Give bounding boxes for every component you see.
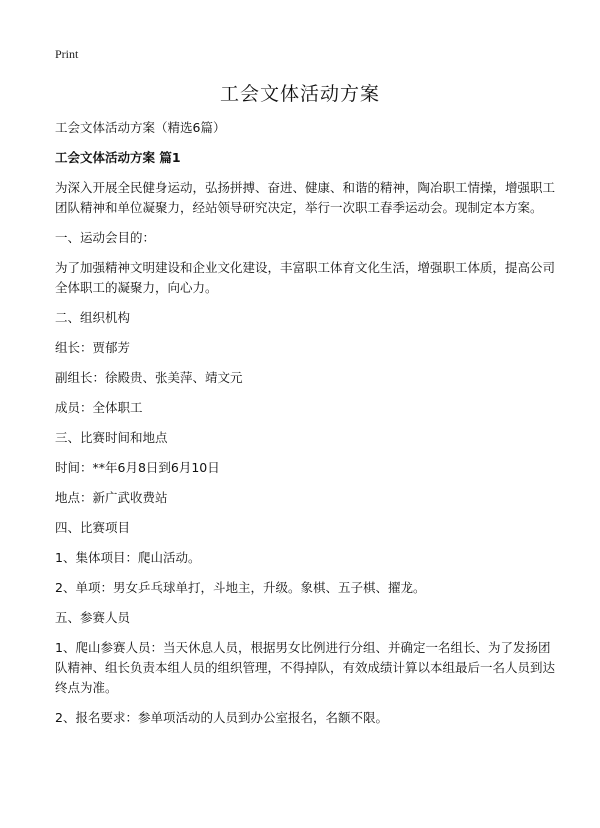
document-title: 工会文体活动方案	[219, 83, 380, 105]
heading-events: 四、比赛项目	[55, 520, 131, 535]
paragraph-group-event: 1、集体项目：爬山活动。	[55, 550, 201, 565]
paragraph-single-events: 2、单项：男女乒乓球单打，斗地主，升级。象棋、五子棋、擢龙。	[55, 580, 426, 595]
document-body	[55, 118, 555, 738]
heading-time-place: 三、比赛时间和地点	[55, 430, 168, 445]
paragraph-place: 地点：新广武收费站	[55, 490, 168, 505]
section-heading: 工会文体活动方案 篇1	[55, 150, 181, 165]
heading-participants: 五、参赛人员	[55, 610, 131, 625]
paragraph-leader: 组长：贾郁芳	[55, 340, 131, 355]
paragraph-registration: 2、报名要求：参单项活动的人员到办公室报名，名额不限。	[55, 710, 388, 725]
heading-organization: 二、组织机构	[55, 310, 131, 325]
paragraph-time: 时间：**年6月8日到6月10日	[55, 460, 220, 475]
paragraph-intro: 为深入开展全民健身运动，弘扬拼搏、奋进、健康、和谐的精神，陶冶职工情操，增强职工团队精神和单位凝聚力，经站领导研究决定，举行一次职工春季运动会。现制定本方案。	[55, 180, 556, 215]
paragraph-purpose: 为了加强精神文明建设和企业文化建设，丰富职工体育文化生活，增强职工体质，提高公司全体职工的凝聚力，向心力。	[55, 260, 556, 295]
print-label: Print	[55, 47, 79, 61]
heading-purpose: 一、运动会目的：	[55, 230, 156, 245]
paragraph-subtitle: 工会文体活动方案（精选6篇）	[55, 120, 226, 135]
paragraph-climbing-participants: 1、爬山参赛人员：当天休息人员，根据男女比例进行分组、并确定一名组长、为了发扬团队精神、组长负责本组人员的组织管理，不得掉队，有效成绩计算以本组最后一名人员到达终点为准。	[55, 640, 556, 695]
paragraph-deputy-leaders: 副组长：徐殿贵、张美萍、靖文元	[55, 370, 243, 385]
paragraph-members: 成员：全体职工	[55, 400, 143, 415]
